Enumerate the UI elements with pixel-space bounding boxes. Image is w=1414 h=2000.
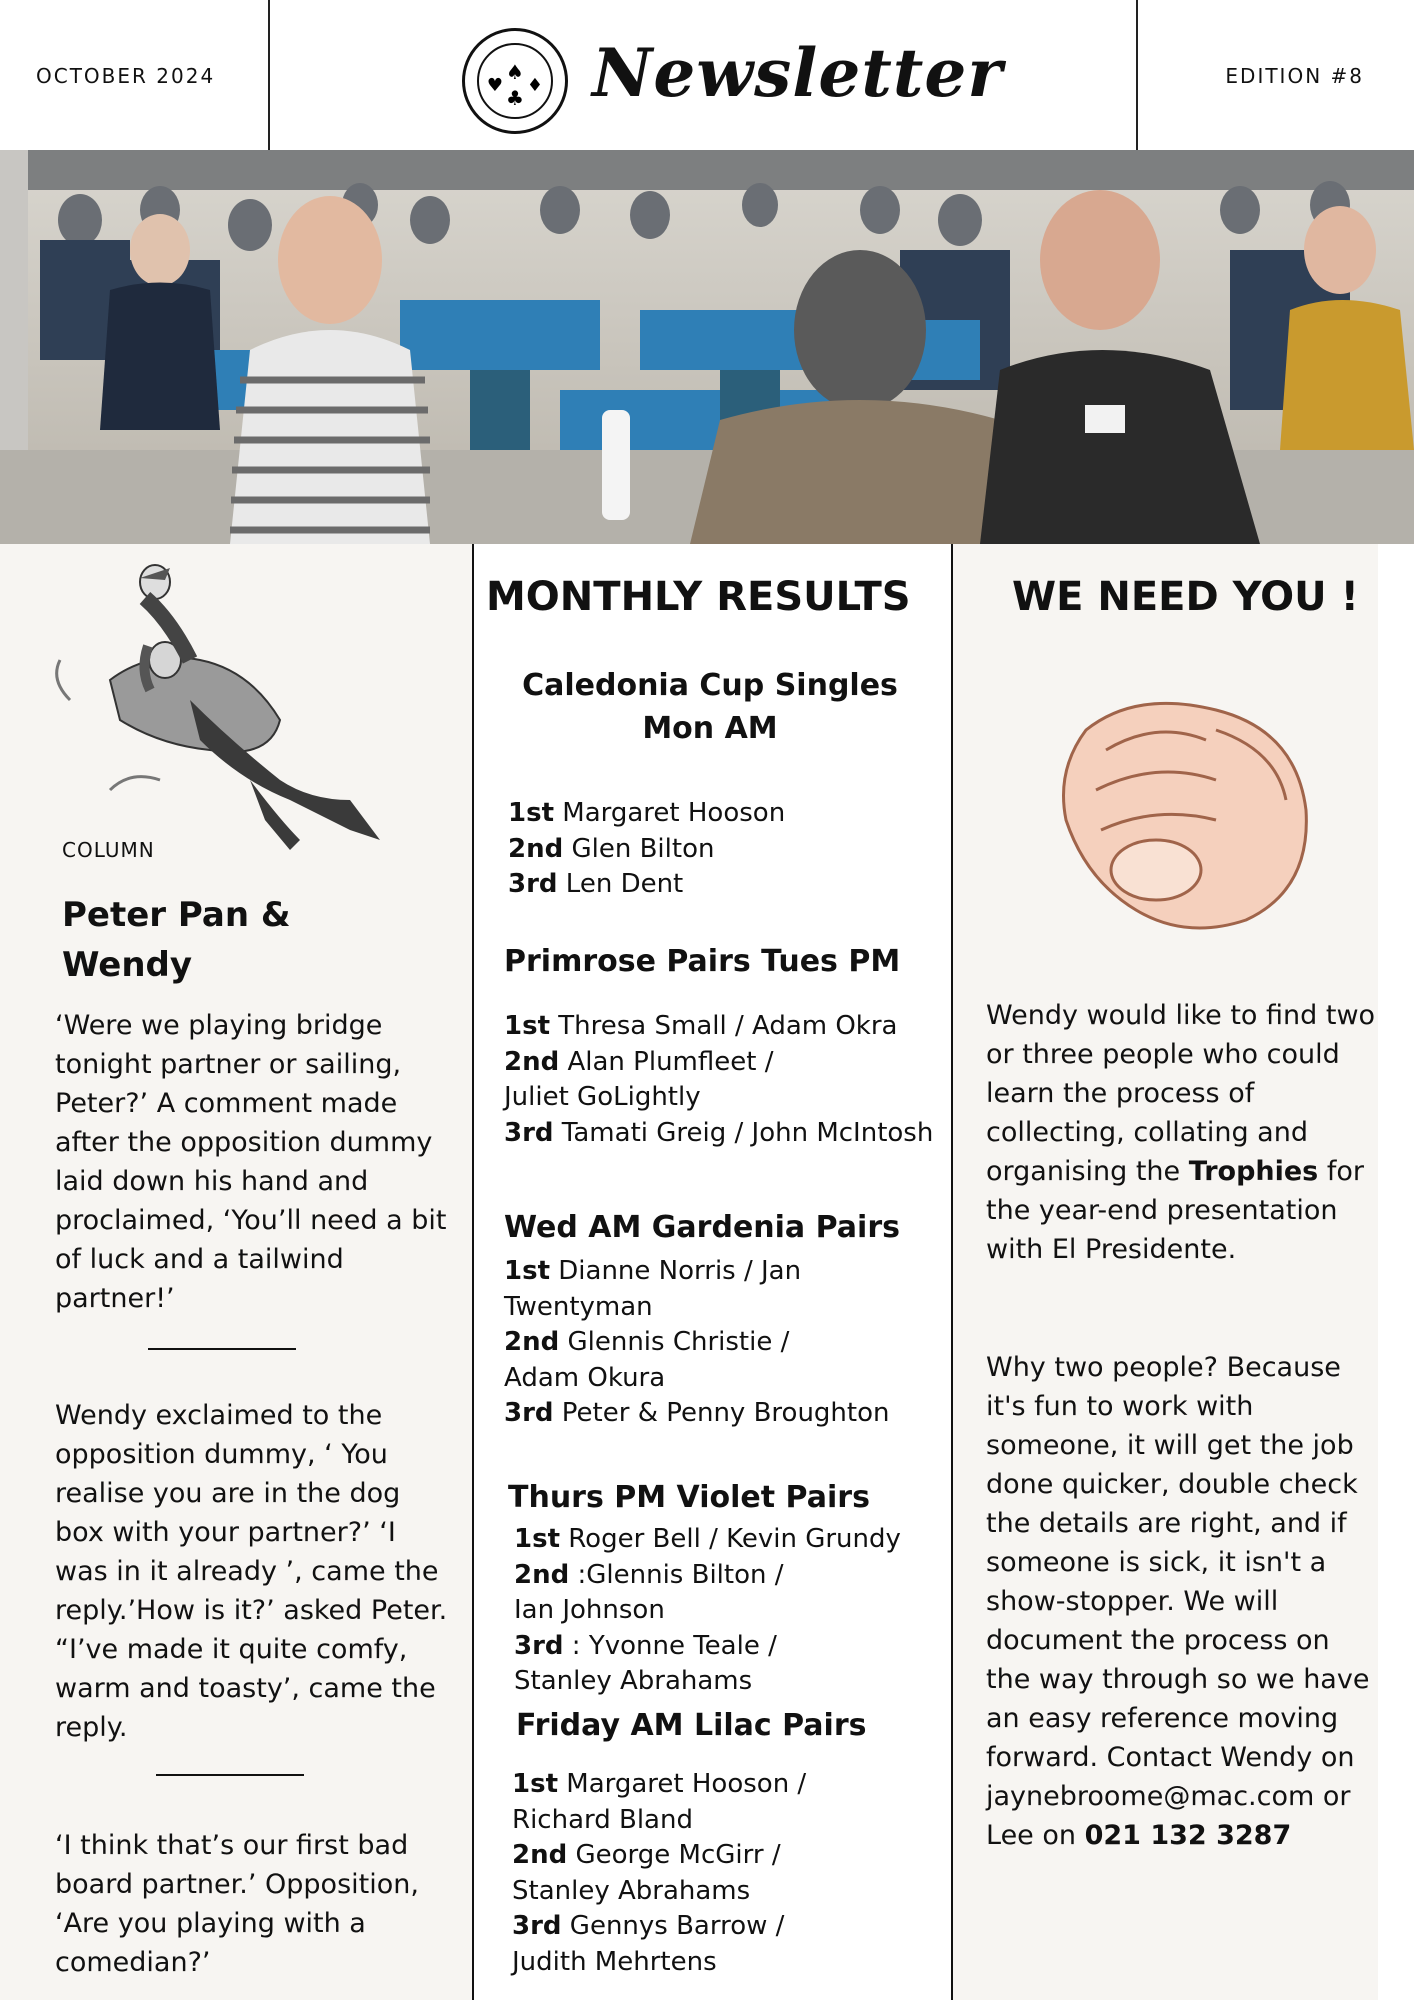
result-place: 1st: [504, 1256, 550, 1286]
event-results: [508, 796, 785, 903]
event-title: Friday AM Lilac Pairs: [516, 1708, 867, 1743]
newsletter-title: Newsletter: [592, 34, 1004, 112]
result-line: [512, 1803, 806, 1839]
event-title: Wed AM Gardenia Pairs: [504, 1210, 900, 1245]
result-names: Glen Bilton: [571, 833, 715, 864]
anecdote-1: ‘Were we playing bridge tonight partner or sailing, Peter?’ A comment made after the opposition dummy laid down his hand and proclaimed, ‘You’ll need a bit of luck and a tailwind partner!’: [55, 1010, 447, 1314]
column-title: Peter Pan & Wendy: [62, 895, 291, 985]
result-names: Judith Mehrtens: [512, 1946, 717, 1977]
need-paragraph-1: [986, 996, 1376, 1269]
result-line: [514, 1522, 901, 1558]
need-bold-trophies: Trophies: [1188, 1156, 1319, 1187]
result-line: [504, 1361, 890, 1397]
need-text: Wendy would like to find two or three people who could learn the process of collecting, collating and organising the: [986, 1000, 1376, 1187]
result-names: Twentyman: [504, 1291, 653, 1322]
result-line: [504, 1325, 890, 1361]
result-names: Ian Johnson: [514, 1595, 665, 1625]
results-heading: MONTHLY RESULTS: [486, 574, 911, 620]
result-place: 3rd: [508, 869, 558, 899]
suits-icon: [465, 31, 565, 131]
svg-text:♣: ♣: [506, 86, 524, 110]
result-line: [514, 1629, 901, 1665]
result-names: Stanley Abrahams: [514, 1666, 753, 1696]
separator-2: [156, 1774, 304, 1776]
separator-1: [148, 1348, 296, 1350]
svg-text:♠: ♠: [506, 60, 524, 84]
result-line: [508, 832, 785, 868]
result-names: Len Dent: [565, 869, 684, 899]
event-results: [504, 1009, 933, 1151]
result-names: Richard Bland: [512, 1804, 693, 1835]
result-names: Adam Okura: [504, 1362, 666, 1393]
svg-text:♦: ♦: [526, 75, 544, 96]
column-divider-1: [472, 544, 474, 2000]
event-title: Primrose Pairs Tues PM: [504, 944, 901, 979]
result-names: Margaret Hooson /: [566, 1769, 807, 1799]
anecdote-2: Wendy exclaimed to the opposition dummy, ‘ You realise you are in the dog box with your partner?’ ‘I was in it already ’, came the reply.’How is it?’ asked Peter. “I’ve made it quite comfy, warm and toasty’, came the reply.: [55, 1400, 448, 1743]
need-text: for the year-end presentation with El Presidente.: [986, 1156, 1364, 1265]
event-results: [514, 1522, 901, 1700]
peter-pan-wendy-illustration: [50, 550, 430, 850]
edition-number: EDITION #8: [1225, 64, 1364, 88]
result-line: [508, 867, 785, 903]
result-names: George McGirr /: [575, 1840, 781, 1870]
svg-text:♥: ♥: [486, 75, 504, 96]
result-line: [504, 1116, 933, 1152]
result-names: Roger Bell / Kevin Grundy: [568, 1524, 901, 1554]
result-names: Juliet GoLightly: [504, 1082, 701, 1112]
photo-illustration: [0, 150, 1414, 544]
result-names: Alan Plumfleet /: [567, 1046, 774, 1077]
result-place: 3rd: [504, 1398, 554, 1428]
result-line: [504, 1009, 933, 1045]
pointing-finger-icon: [1046, 690, 1326, 940]
result-names: : Yvonne Teale /: [571, 1630, 777, 1661]
result-line: [512, 1838, 806, 1874]
event-results: [504, 1254, 890, 1432]
result-place: 3rd: [512, 1911, 562, 1941]
result-names: Margaret Hooson: [562, 798, 786, 828]
result-names: Peter & Penny Broughton: [561, 1398, 890, 1428]
issue-date: OCTOBER 2024: [36, 64, 216, 88]
result-line: [512, 1909, 806, 1945]
result-place: 2nd: [508, 833, 564, 864]
result-line: [514, 1664, 901, 1700]
result-place: 2nd: [504, 1327, 560, 1357]
event-results: [512, 1767, 806, 1980]
result-line: [504, 1396, 890, 1432]
result-line: [508, 796, 785, 832]
need-paragraph-2: [986, 1348, 1376, 1855]
result-line: [512, 1874, 806, 1910]
header: [0, 0, 1414, 150]
result-line: [504, 1045, 933, 1081]
column-kicker: COLUMN: [62, 838, 155, 862]
result-names: Tamati Greig / John McIntosh: [561, 1117, 934, 1148]
result-place: 2nd: [514, 1559, 570, 1590]
contact-phone: 021 132 3287: [1084, 1820, 1292, 1851]
event-title: Thurs PM Violet Pairs: [508, 1480, 870, 1515]
column-divider-2: [951, 544, 953, 2000]
we-need-you-heading: WE NEED YOU !: [1012, 574, 1359, 620]
anecdote-3: ‘I think that’s our first bad board partner.’ Opposition, ‘Are you playing with a comedian?’: [55, 1830, 419, 1978]
club-photo: [0, 150, 1414, 544]
need-text: Why two people? Because it's fun to work with someone, it will get the job done quicker, double check the details are right, and if someone is sick, it isn't a show-stopper. We will document the process on the way through so we have an easy reference moving forward. Contact Wendy on jaynebroome@mac.com or Lee on: [986, 1352, 1370, 1851]
result-line: [504, 1254, 890, 1290]
result-place: 3rd: [514, 1630, 564, 1661]
result-place: 2nd: [504, 1046, 560, 1077]
result-names: :Glennis Bilton /: [577, 1559, 784, 1590]
result-place: 2nd: [512, 1840, 568, 1870]
result-names: Thresa Small / Adam Okra: [558, 1011, 898, 1041]
result-line: [514, 1593, 901, 1629]
result-line: [504, 1290, 890, 1326]
right-margin: [1378, 544, 1414, 2000]
result-place: 3rd: [504, 1117, 554, 1148]
result-line: [514, 1558, 901, 1594]
event-title: Caledonia Cup Singles Mon AM: [522, 668, 898, 746]
result-names: Stanley Abrahams: [512, 1875, 751, 1906]
result-place: 1st: [504, 1011, 550, 1041]
result-place: 1st: [508, 798, 554, 828]
result-place: 1st: [514, 1524, 560, 1554]
result-line: [512, 1945, 806, 1981]
club-logo: [462, 28, 568, 134]
header-divider-left: [268, 0, 270, 150]
header-divider-right: [1136, 0, 1138, 150]
result-place: 1st: [512, 1769, 558, 1799]
result-names: Glennis Christie /: [567, 1327, 790, 1357]
result-line: [504, 1080, 933, 1116]
result-line: [512, 1767, 806, 1803]
result-names: Gennys Barrow /: [569, 1911, 785, 1941]
result-names: Dianne Norris / Jan: [558, 1256, 802, 1286]
